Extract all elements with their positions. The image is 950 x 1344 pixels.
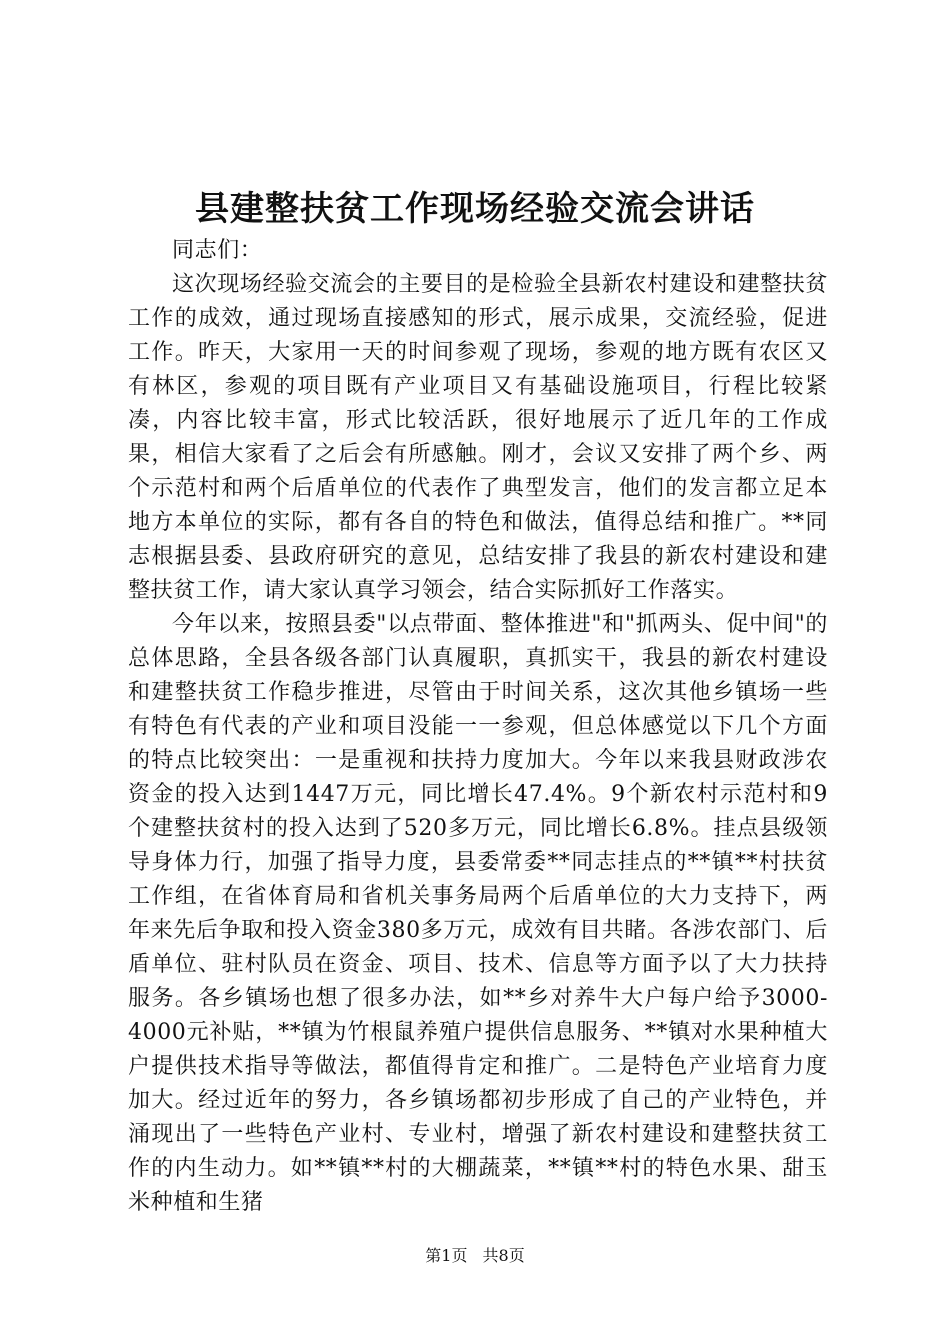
paragraph-1: 这次现场经验交流会的主要目的是检验全县新农村建设和建整扶贫工作的成效，通过现场直接感知的形式，展示成果，交流经验，促进工作。昨天，大家用一天的时间参观了现场，参观的地方既有农区又有林区，参观的项目既有产业项目又有基础设施项目，行程比较紧凑，内容比较丰富，形式比较活跃，很好地展示了近几年的工作成果，相信大家看了之后会有所感触。刚才，会议又安排了两个乡、两个示范村和两个后盾单位的代表作了典型发言，他们的发言都立足本地方本单位的实际，都有各自的特色和做法，值得总结和推广。**同志根据县委、县政府研究的意见，总结安排了我县的新农村建设和建整扶贫工作，请大家认真学习领会，结合实际抓好工作落实。 bbox=[128, 272, 828, 603]
page-footer bbox=[0, 1244, 950, 1268]
page-number: 第1页 bbox=[425, 1246, 468, 1265]
page-total: 共8页 bbox=[482, 1246, 525, 1265]
paragraph-2: 今年以来，按照县委"以点带面、整体推进"和"抓两头、促中间"的总体思路，全县各级各部门认真履职，真抓实干，我县的新农村建设和建整扶贫工作稳步推进，尽管由于时间关系，这次其他乡镇场一些有特色有代表的产业和项目没能一一参观，但总体感觉以下几个方面的特点比较突出：一是重视和扶持力度加大。今年以来我县财政涉农资金的投入达到1447万元，同比增长47.4%。9个新农村示范村和9个建整扶贫村的投入达到了520多万元，同比增长6.8%。挂点县级领导身体力行，加强了指导力度，县委常委**同志挂点的**镇**村扶贫工作组，在省体育局和省机关事务局两个后盾单位的大力支持下，两年来先后争取和投入资金380多万元，成效有目共睹。各涉农部门、后盾单位、驻村队员在资金、项目、技术、信息等方面予以了大力扶持服务。各乡镇场也想了很多办法，如**乡对养牛大户每户给予3000-4000元补贴，**镇为竹根鼠养殖户提供信息服务、**镇对水果种植大户提供技术指导等做法，都值得肯定和推广。二是特色产业培育力度加大。经过近年的努力，各乡镇场都初步形成了自己的产业特色，并涌现出了一些特色产业村、专业村，增强了新农村建设和建整扶贫工作的内生动力。如**镇**村的大棚蔬菜，**镇**村的特色水果、甜玉米种植和生猪 bbox=[128, 612, 828, 1215]
document-title: 县建整扶贫工作现场经验交流会讲话 bbox=[195, 189, 755, 229]
salutation: 同志们： bbox=[172, 238, 263, 263]
document-body bbox=[128, 234, 828, 1220]
